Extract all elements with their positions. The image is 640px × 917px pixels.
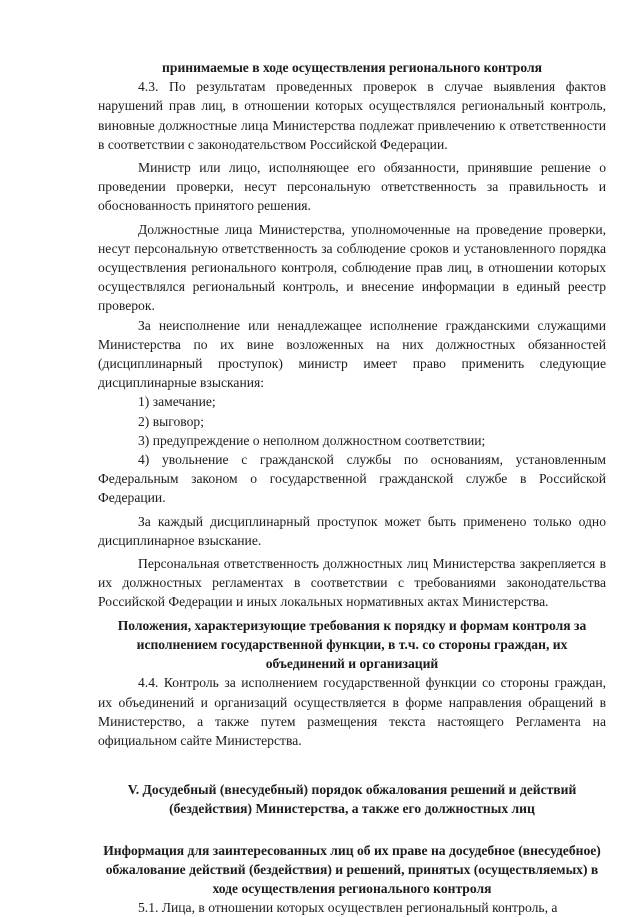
heading-provisions: Положения, характеризующие требования к порядку и формам контроля за исполнением государственной функции, в т.ч. со стороны граждан, их объединений и организаций xyxy=(117,617,587,672)
list-item-warning: 3) предупреждение о неполном должностном соответствии; xyxy=(138,432,486,448)
paragraph-each-offense: За каждый дисциплинарный проступок может быть применено только одно дисциплинарное взыскание. xyxy=(98,513,606,548)
paragraph-4-3: 4.3. По результатам проведенных проверок в случае выявления фактов нарушений прав лиц, в отношении которых осуществлялся региональный контроль, виновные должностные лица Министерства подлежат привлечению к ответственности в соответствии с законодательством Российской Федерации. xyxy=(98,79,606,152)
paragraph-minister: Министр или лицо, исполняющее его обязанности, принявшие решение о проведении проверки, несут персональную ответственность за правильность и обоснованность принятого решения. xyxy=(98,160,606,214)
section-v-title: V. Досудебный (внесудебный) порядок обжалования решений и действий (бездействия) Министерства, а также его должностных лиц xyxy=(127,782,577,817)
paragraph-personal-responsibility: Персональная ответственность должностных лиц Министерства закрепляется в их должностных регламентах в соответствии с требованиями законодательства Российской Федерации и иных локальных нормативных актах Министерства. xyxy=(98,556,606,610)
list-item-dismissal: 4) увольнение с гражданской службы по основаниям, установленным Федеральным законом о государственной гражданской службе в Российской Федерации. xyxy=(98,452,606,506)
list-item-rebuke: 2) выговор; xyxy=(138,413,205,429)
heading-appeal-info: Информация для заинтересованных лиц об их праве на досудебное (внесудебное) обжалование действий (бездействия) и решений, принятых (осуществляемых) в ходе осуществления регионального контроля xyxy=(103,842,601,896)
list-item-reprimand: 1) замечание; xyxy=(138,394,216,410)
paragraph-failure: За неисполнение или ненадлежащее исполнение гражданскими служащими Министерства по их вине возложенных на них должностных обязанностей (дисциплинарный проступок) министр имеет право применить следующие дисциплинарные взыскания: xyxy=(98,317,606,391)
section-heading-top: принимаемые в ходе осуществления регионального контроля xyxy=(162,60,542,75)
paragraph-5-1: 5.1. Лица, в отношении которых осуществлен региональный контроль, а xyxy=(138,900,558,916)
paragraph-4-4: 4.4. Контроль за исполнением государственной функции со стороны граждан, их объединений и организаций осуществляется в форме направления обращений в Министерство, а также путем размещения текста настоящего Регламента на официальном сайте Министерства. xyxy=(98,675,606,748)
paragraph-officials: Должностные лица Министерства, уполномоченные на проведение проверки, несут персональную ответственность за соблюдение сроков и установленного порядка осуществления регионального контроля, соблюдение прав лиц, в отношении которых осуществлялся региональный контроль, и внесение информации в единый реестр проверок. xyxy=(98,221,606,314)
